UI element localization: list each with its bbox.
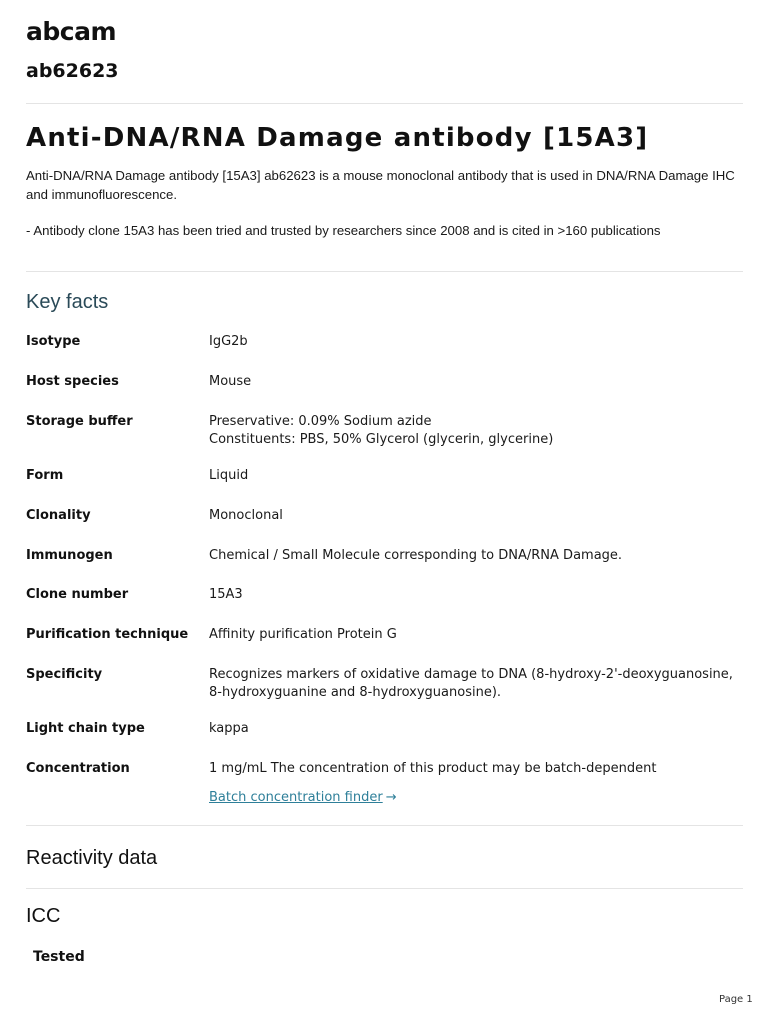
fact-value-form: Liquid	[209, 468, 249, 483]
fact-value-immunogen: Chemical / Small Molecule corresponding to DNA/RNA Damage.	[209, 548, 623, 563]
tested-label: Tested	[33, 949, 85, 965]
arrow-right-icon: →	[385, 790, 397, 805]
product-description: Anti-DNA/RNA Damage antibody [15A3] ab62623 is a mouse monoclonal antibody that is used in DNA/RNA Damage IHC and immunofluorescence.	[26, 168, 735, 202]
fact-label-immunogen: Immunogen	[26, 548, 113, 563]
product-code: ab62623	[26, 60, 119, 82]
application-heading: ICC	[26, 905, 61, 927]
product-highlight: - Antibody clone 15A3 has been tried and trusted by researchers since 2008 and is cited in >160 publications	[26, 223, 661, 238]
fact-label-clone-number: Clone number	[26, 587, 129, 602]
divider	[26, 888, 743, 889]
fact-value-concentration: 1 mg/mL The concentration of this product may be batch-dependent	[209, 761, 657, 776]
divider	[26, 103, 743, 104]
fact-label-purification-technique: Purification technique	[26, 627, 189, 642]
fact-value-host-species: Mouse	[209, 374, 252, 389]
fact-label-light-chain-type: Light chain type	[26, 721, 145, 736]
fact-value-clone-number: 15A3	[209, 587, 243, 602]
key-facts-heading: Key facts	[26, 291, 109, 313]
abcam-logo: abcam	[26, 17, 117, 46]
fact-value-isotype: IgG2b	[209, 334, 248, 349]
fact-label-isotype: Isotype	[26, 334, 81, 349]
batch-concentration-finder-link[interactable]	[209, 789, 397, 807]
fact-label-host-species: Host species	[26, 374, 119, 389]
batch-link-label: Batch concentration finder	[209, 790, 383, 805]
fact-value-light-chain-type: kappa	[209, 721, 249, 736]
divider	[26, 271, 743, 272]
fact-label-concentration: Concentration	[26, 761, 130, 776]
fact-value-clonality: Monoclonal	[209, 508, 283, 523]
fact-label-clonality: Clonality	[26, 508, 91, 523]
fact-label-storage-buffer: Storage buffer	[26, 414, 133, 429]
fact-value-specificity: Recognizes markers of oxidative damage to DNA (8-hydroxy-2'-deoxyguanosine, 8-hydroxyguanine and 8-hydroxyguanosine).	[209, 667, 733, 700]
reactivity-heading: Reactivity data	[26, 847, 158, 869]
divider	[26, 825, 743, 826]
fact-label-form: Form	[26, 468, 64, 483]
page-title: Anti-DNA/RNA Damage antibody [15A3]	[26, 123, 649, 153]
fact-value-purification-technique: Affinity purification Protein G	[209, 627, 397, 642]
fact-value-storage-buffer: Preservative: 0.09% Sodium azide Constituents: PBS, 50% Glycerol (glycerin, glycerine)	[209, 414, 554, 447]
page-number: Page 1	[719, 994, 753, 1005]
fact-label-specificity: Specificity	[26, 667, 103, 682]
